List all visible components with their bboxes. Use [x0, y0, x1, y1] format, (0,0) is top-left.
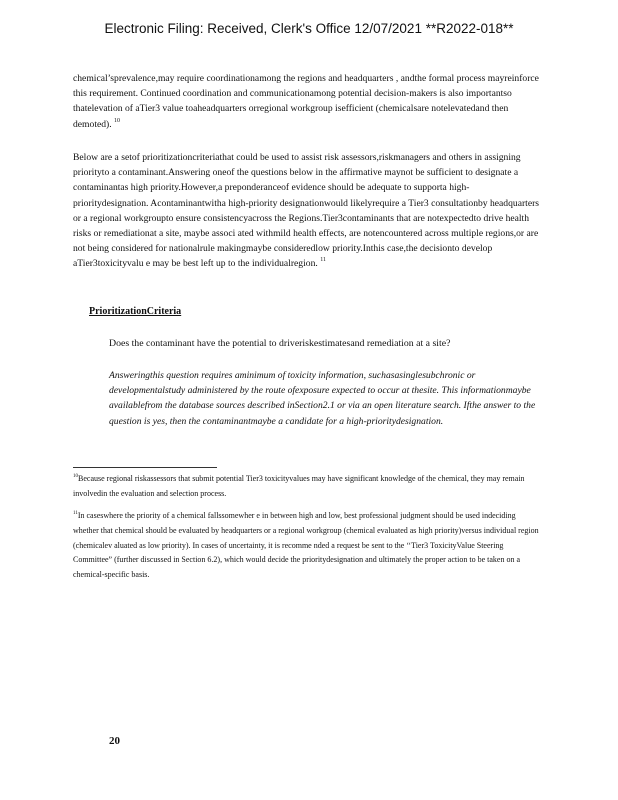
footnote-separator: [73, 467, 217, 468]
section-heading: PrioritizationCriteria: [89, 306, 182, 317]
footnote-ref-10[interactable]: 10: [114, 117, 121, 124]
criteria-question: Does the contaminant have the potential to driveriskestimatesand remediation at a site?: [109, 338, 451, 349]
paragraph-2: [73, 150, 543, 272]
footnote-10: [73, 472, 543, 502]
footnote-10-number: 10: [73, 474, 78, 479]
paragraph-2-text: Below are a setof prioritizationcriteriathat could be used to assist risk assessors,riskmanagers and others in assigning priorityto a contaminant.Answering oneof the questions below in the affirmative maynot be sufficient to designate a contaminantas high priority.However,a preponderanceof evidence should be adequate to supporta high-prioritydesignation. Acontaminantwitha high-priority designationwould likelyrequire a Tier3 consultationby headquarters or a regional workgroupto ensure consistencyacross the Regions.Tier3contaminants that are notexpectedto drive health risks or remediationat a site, maybe associ ated withmild health effects, are notencountered across multiple regions,or are not being considered for nationalrule makingmaybe consideredlow priority.Inthis case,the decisionto develop aTier3toxicityvalu e may be best left up to the individualregion.: [73, 152, 540, 270]
footnote-11-number: 11: [73, 511, 78, 516]
footnote-ref-11[interactable]: 11: [320, 257, 326, 264]
footnote-10-text: Because regional riskassessors that submit potential Tier3 toxicityvalues may have significant knowledge of the chemical, they may remain involvedin the evaluation and selection process.: [73, 474, 525, 498]
criteria-answer: Answeringthis question requires aminimum of toxicity information, suchasasinglesubchronic or developmentalstudy administered by the route ofexposure expected to occur at thesite. This informationmaybe availablefrom the database sources described inSection2.1 or via an open literature search. Ifthe answer to the question is yes, then the contaminantmaybe a candidate for a high-prioritydesignation.: [109, 370, 536, 427]
paragraph-1-text: chemical’sprevalence,may require coordinationamong the regions and headquarters , andthe formal process mayreinforce this requirement. Continued coordination and communicationamong potential decision-makers is also importantso thatelevation of aTier3 value toaheadquarters orregional workgroup isefficient (chemicalsare notelevatedand then demoted).: [73, 73, 539, 130]
footnote-11: [73, 509, 543, 583]
footnote-11-text: In caseswhere the priority of a chemical fallssomewher e in between high and low, best professional judgment should be used indeciding whether that chemical should be evaluated by headquarters or a regional workgroup (chemical evaluated as high priority)versus individual region (chemicalev aluated as low priority). In cases of uncertainty, it is recomme nded a request be sent to the ‘‘Tier3 ToxicityValue Steering Committee” (further discussed in Section 6.2), which would decide the prioritydesignation and ultimately the proper action to be taken on a chemical-specific basis.: [73, 511, 539, 580]
filing-header: Electronic Filing: Received, Clerk's Office 12/07/2021 **R2022-018**: [104, 21, 514, 36]
page-number: 20: [109, 735, 120, 747]
paragraph-1: [73, 71, 543, 132]
